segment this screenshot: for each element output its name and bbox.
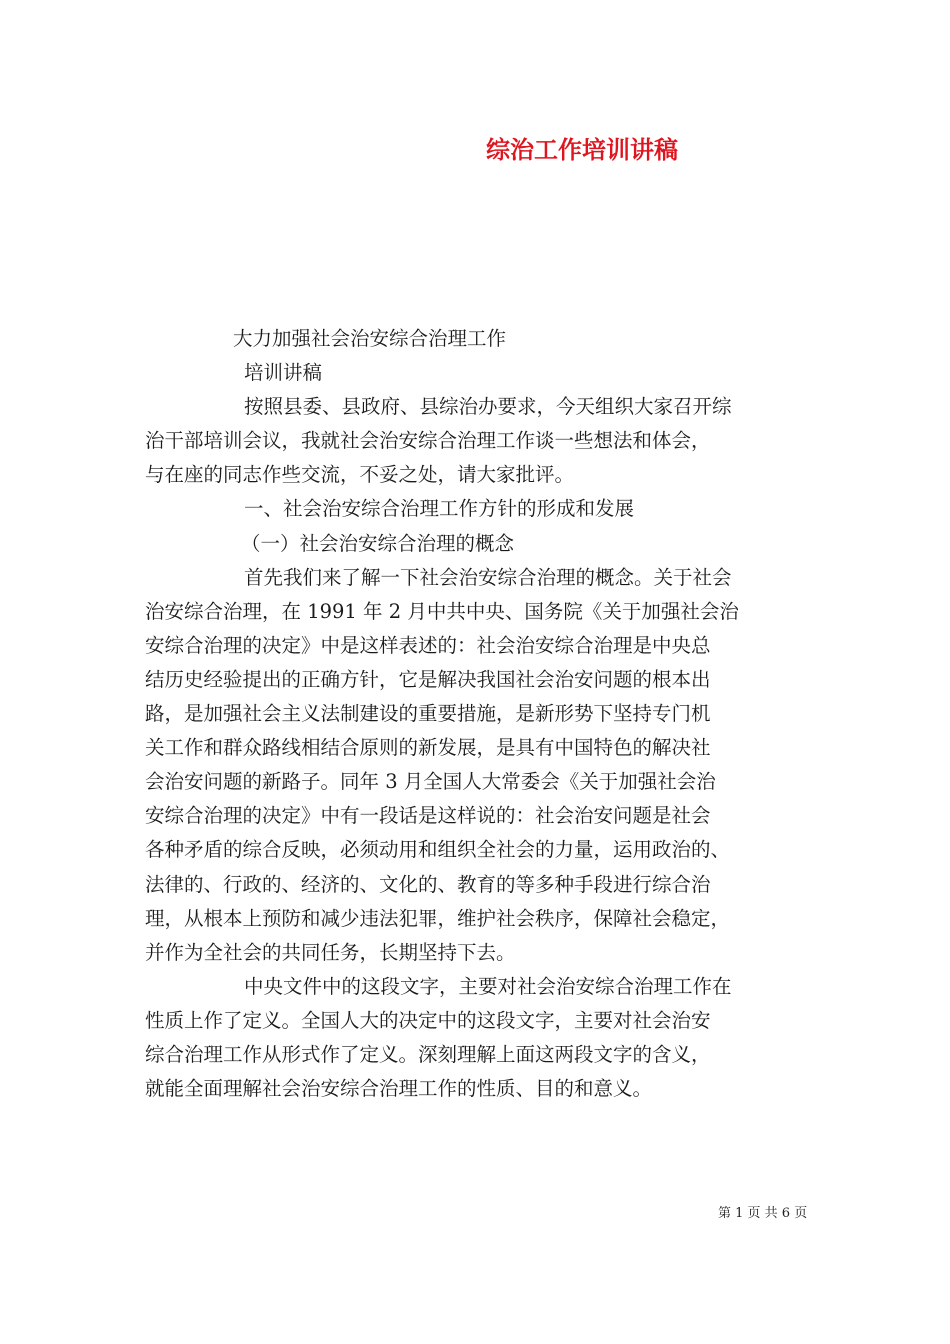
intro-paragraph (145, 390, 815, 492)
heading-line: 大力加强社会治安综合治理工作 (233, 327, 507, 350)
subsection-title-line: （一）社会治安综合治理的概念 (241, 531, 515, 555)
text-line: 法律的、行政的、经济的、文化的、教育的等多种手段进行综合治 (145, 872, 711, 896)
text-line: 治干部培训会议，我就社会治安综合治理工作谈一些想法和体会， (145, 429, 711, 453)
document-heading (145, 322, 815, 356)
subheading-line: 培训讲稿 (244, 361, 323, 385)
text-line: 性质上作了定义。全国人大的决定中的这段文字，主要对社会治安 (145, 1008, 711, 1032)
text-line: 按照县委、县政府、县综治办要求，今天组织大家召开综 (244, 395, 732, 419)
text-line: 路，是加强社会主义法制建设的重要措施，是新形势下坚持专门机 (145, 702, 711, 726)
paragraph-concept (145, 561, 815, 970)
document-body (145, 322, 815, 1106)
text-line: 各种矛盾的综合反映，必须动用和组织全社会的力量，运用政治的、 (145, 838, 731, 862)
text-line: 理，从根本上预防和减少违法犯罪，维护社会秩序，保障社会稳定， (145, 906, 731, 930)
text-line: 关工作和群众路线相结合原则的新发展，是具有中国特色的解决社 (145, 736, 711, 760)
text-line: 安综合治理的决定》中有一段话是这样说的：社会治安问题是社会 (145, 804, 711, 828)
text-line: 会治安问题的新路子。同年 3 月全国人大常委会《关于加强社会治 (145, 770, 716, 794)
text-line: 与在座的同志作些交流，不妥之处，请大家批评。 (145, 463, 575, 487)
text-line: 首先我们来了解一下社会治安综合治理的概念。关于社会 (244, 565, 732, 589)
paragraph-definition (145, 970, 815, 1106)
section-heading (145, 492, 815, 526)
document-title: 综治工作培训讲稿 (486, 135, 678, 164)
section-title-line: 一、社会治安综合治理工作方针的形成和发展 (244, 497, 635, 521)
text-line: 安综合治理的决定》中是这样表述的：社会治安综合治理是中央总 (145, 633, 711, 657)
document-subheading (145, 356, 815, 390)
text-line: 综合治理工作从形式作了定义。深刻理解上面这两段文字的含义， (145, 1042, 711, 1066)
page-number: 第 1 页 共 6 页 (718, 1206, 808, 1221)
subsection-heading (145, 527, 815, 561)
text-line: 结历史经验提出的正确方针，它是解决我国社会治安问题的根本出 (145, 667, 711, 691)
text-line: 就能全面理解社会治安综合治理工作的性质、目的和意义。 (145, 1077, 653, 1101)
text-line: 中央文件中的这段文字，主要对社会治安综合治理工作在 (244, 974, 732, 998)
text-line: 并作为全社会的共同任务，长期坚持下去。 (145, 940, 516, 964)
text-line: 治安综合治理，在 1991 年 2 月中共中央、国务院《关于加强社会治 (145, 599, 739, 623)
